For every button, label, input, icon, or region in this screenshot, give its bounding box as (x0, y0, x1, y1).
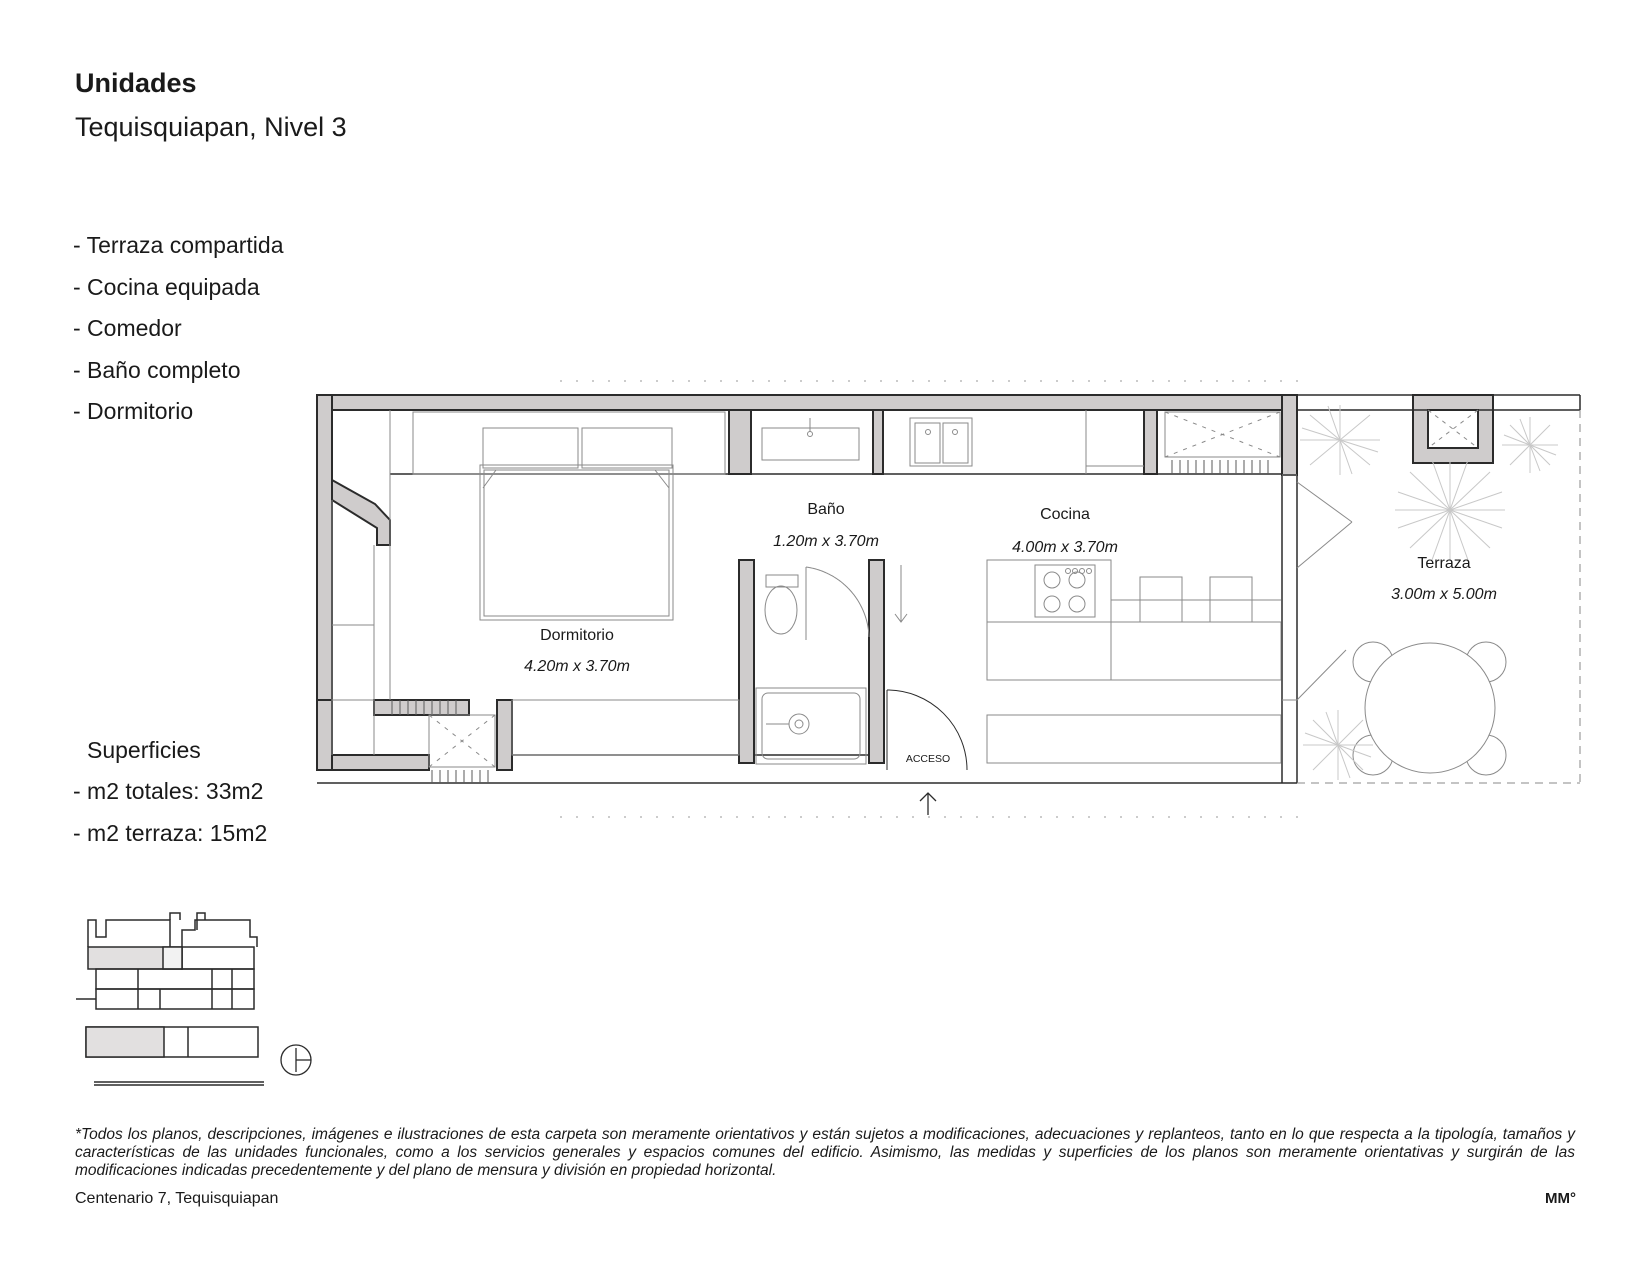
room-label-terraza: Terraza (1417, 555, 1471, 572)
room-dims-dormitorio: 4.20m x 3.70m (524, 658, 630, 675)
footer-address: Centenario 7, Tequisquiapan (75, 1190, 279, 1207)
disclaimer-text: *Todos los planos, descripciones, imágenes e ilustraciones de esta carpeta son meramente orientativos y están sujetos a modificaciones, adecuaciones y replanteos, tanto en lo que respecta a la tipología, tamaños y características de las unidades funcionales, como a los servicios generales y espacios comunes del edificio. Asimismo, las medidas y superficies de los planos son meramente orientativas y surgirán de las modificaciones indicadas precedentemente y del plano de mensura y división en propiedad horizontal. (75, 1126, 1575, 1179)
surface-item: - m2 terraza: 15m2 (73, 820, 268, 846)
room-dims-terraza: 3.00m x 5.00m (1391, 586, 1497, 603)
angled-wall (332, 480, 390, 545)
bathroom-fixtures (756, 418, 869, 764)
room-label-bano: Baño (807, 501, 845, 518)
key-plan (76, 913, 264, 1085)
page-title: Unidades (75, 68, 197, 98)
room-dims-bano: 1.20m x 3.70m (773, 533, 879, 550)
feature-item: - Baño completo (73, 356, 241, 383)
terrace-table (1353, 642, 1506, 775)
feature-item: - Comedor (73, 315, 182, 341)
terrace-door (1297, 482, 1352, 700)
surfaces-heading: Superficies (87, 737, 201, 763)
walls (317, 395, 1493, 770)
entry-arrow-icon (920, 793, 936, 815)
brand-logo: MM° (1545, 1190, 1576, 1207)
room-label-dormitorio: Dormitorio (540, 627, 614, 644)
surface-item: - m2 totales: 33m2 (73, 778, 264, 804)
cabinet-boxes (429, 410, 1478, 767)
section-cut-lines (560, 381, 1300, 817)
entry-door (887, 565, 967, 770)
room-label-cocina: Cocina (1040, 506, 1090, 523)
page-subtitle: Tequisquiapan, Nivel 3 (75, 112, 347, 142)
room-dims-cocina: 4.00m x 3.70m (1012, 539, 1118, 556)
kitchen-counters (910, 410, 1297, 763)
north-arrow-icon (281, 1045, 311, 1075)
entry-label: ACCESO (905, 753, 951, 765)
feature-item: - Dormitorio (73, 398, 194, 424)
bed (413, 412, 725, 620)
feature-item: - Cocina equipada (73, 273, 260, 300)
feature-item: - Terraza compartida (73, 232, 284, 258)
